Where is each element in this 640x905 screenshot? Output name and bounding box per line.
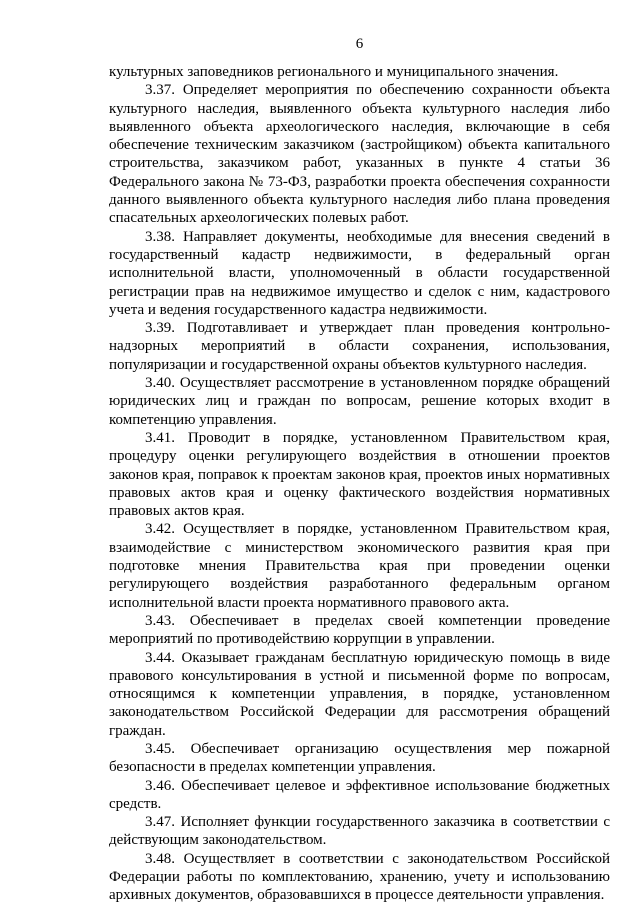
paragraph-3-46: 3.46. Обеспечивает целевое и эффективное использование бюджетных средств.: [109, 777, 610, 812]
paragraph-3-40: 3.40. Осуществляет рассмотрение в установленном порядке обращений юридических лиц и граждан по вопросам, решение которых входит в компетенцию управления.: [109, 375, 610, 428]
paragraph-3-39: 3.39. Подготавливает и утверждает план проведения контрольно-надзорных мероприятий в области сохранения, использования, популяризации и государственной охраны объектов культурного наследия.: [109, 320, 610, 373]
document-body: [109, 63, 610, 905]
paragraph-3-43: 3.43. Обеспечивает в пределах своей компетенции проведение мероприятий по противодействию коррупции в управлении.: [109, 612, 610, 648]
paragraph-3-37: 3.37. Определяет мероприятия по обеспечению сохранности объекта культурного наследия, выявленного объекта культурного наследия либо выявленного объекта археологического наследия, включающие в себя обеспечение техническим заказчиком (застройщиком) объекта капитального строительства, заказчиком работ, указанных в пункте 4 статьи 36 Федерального закона № 73-ФЗ, разработки проекта обеспечения сохранности данного выявленного объекта культурного наследия либо плана проведения спасательных археологических полевых работ.: [109, 82, 610, 227]
paragraph-3-47: 3.47. Исполняет функции государственного заказчика в соответствии с действующим законодательством.: [109, 814, 610, 849]
paragraph-3-41: 3.41. Проводит в порядке, установленном Правительством края, процедуру оценки регулирующего воздействия в отношении проектов законов края, поправок к проектам законов края, проектов иных нормативных правовых актов края и оценку фактического воздействия нормативных правовых актов края.: [109, 429, 610, 520]
paragraph-3-45: 3.45. Обеспечивает организацию осуществления мер пожарной безопасности в пределах компетенции управления.: [109, 740, 610, 776]
paragraph-continuation: культурных заповедников регионального и муниципального значения.: [109, 64, 559, 80]
paragraph-3-48: 3.48. Осуществляет в соответствии с законодательством Российской Федерации работы по комплектованию, хранению, учету и использованию архивных документов, образовавшихся в процессе деятельности управления.: [109, 850, 610, 904]
page-number: 6: [355, 36, 364, 52]
paragraph-3-38: 3.38. Направляет документы, необходимые для внесения сведений в государственный кадастр недвижимости, в федеральный орган исполнительной власти, уполномоченный в области государственной регистрации прав на недвижимое имущество и сделок с ним, кадастрового учета и ведения государственного кадастра недвижимости.: [109, 228, 610, 318]
paragraph-3-42: 3.42. Осуществляет в порядке, установленном Правительством края, взаимодействие с министерством экономического развития края при подготовке мнения Правительства края при проведении оценки регулирующего воздействия разработанного федеральным органом исполнительной власти проекта нормативного правового акта.: [109, 521, 610, 611]
paragraph-3-44: 3.44. Оказывает гражданам бесплатную юридическую помощь в виде правового консультирования в устной и письменной форме по вопросам, относящимся к компетенции управления, в порядке, установленном законодательством Российской Федерации для рассмотрения обращений граждан.: [109, 649, 610, 739]
